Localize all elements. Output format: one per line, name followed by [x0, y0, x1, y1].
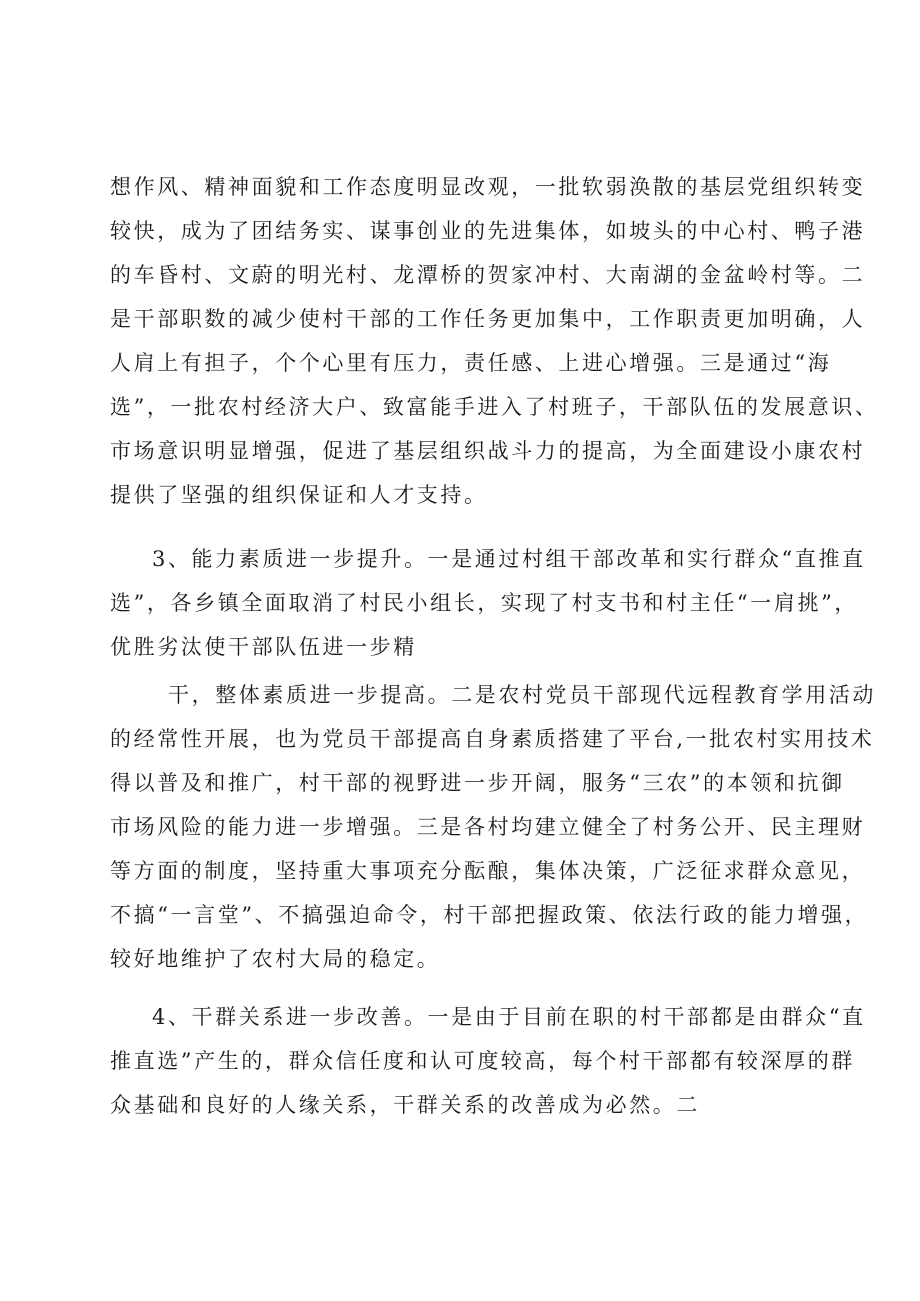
text-line: 提供了坚强的组织保证和人才支持。 [110, 483, 488, 507]
text-line: 3、能力素质进一步提升。一是通过村组干部改革和实行群众“直推直 [152, 547, 866, 571]
text-line: 较快，成为了团结务实、谋事创业的先进集体，如坡头的中心村、鸭子港 [110, 219, 866, 243]
text-line: 不搞“一言堂”、不搞强迫命令，村干部把握政策、依法行政的能力增强， [110, 903, 869, 927]
text-line: 是干部职数的减少使村干部的工作任务更加集中，工作职责更加明确，人 [110, 307, 866, 331]
paragraph-continued [110, 165, 879, 517]
text-line: 干，整体素质进一步提高。二是农村党员干部现代远程教育学用活动 [168, 683, 876, 707]
text-line: 选”，各乡镇全面取消了村民小组长，实现了村支书和村主任“一肩挑”， [110, 591, 859, 615]
paragraph-4 [110, 995, 866, 1127]
text-line: 得以普及和推广，村干部的视野进一步开阔，服务“三农”的本领和抗御 [110, 771, 845, 795]
text-line: 较好地维护了农村大局的稳定。 [110, 947, 441, 971]
text-line: 推直选”产生的，群众信任度和认可度较高，每个村干部都有较深厚的群 [110, 1049, 855, 1073]
text-line: 等方面的制度，坚持重大事项充分酝酿，集体决策，广泛征求群众意见， [110, 859, 866, 883]
text-line: 众基础和良好的人缘关系，干群关系的改善成为必然。二 [110, 1093, 700, 1117]
paragraph-3-continued [110, 673, 876, 981]
text-line: 选”，一批农村经济大户、致富能手进入了村班子，干部队伍的发展意识、 [110, 395, 879, 419]
text-line: 人肩上有担子，个个心里有压力，责任感、上进心增强。三是通过“海 [110, 351, 832, 375]
text-line: 市场意识明显增强，促进了基层组织战斗力的提高，为全面建设小康农村 [110, 439, 866, 463]
paragraph-3 [110, 537, 866, 669]
text-line: 优胜劣汰使干部队伍进一步精 [110, 635, 417, 659]
text-line: 的车昏村、文蔚的明光村、龙潭桥的贺家冲村、大南湖的金盆岭村等。二 [110, 263, 866, 287]
text-line: 想作风、精神面貌和工作态度明显改观，一批软弱涣散的基层党组织转变 [110, 175, 866, 199]
text-line: 的经常性开展，也为党员干部提高自身素质搭建了平台,一批农村实用技术 [110, 727, 875, 751]
text-line: 4、干群关系进一步改善。一是由于目前在职的村干部都是由群众“直 [152, 1005, 866, 1029]
text-line: 市场风险的能力进一步增强。三是各村均建立健全了村务公开、民主理财 [110, 815, 866, 839]
